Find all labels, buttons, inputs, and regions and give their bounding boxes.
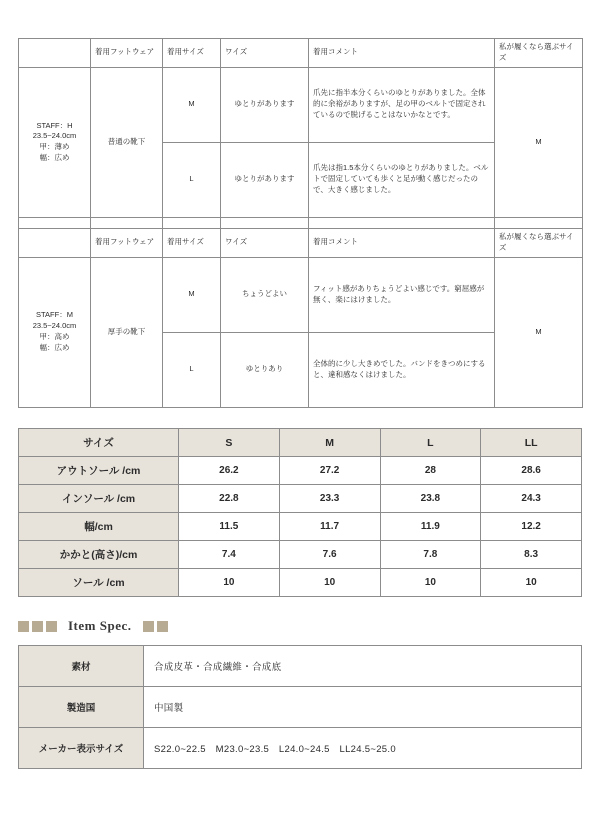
staff-profile-m xyxy=(19,257,91,407)
row-label-insole: インソール /cm xyxy=(19,485,179,513)
cell-value: 10 xyxy=(380,569,481,597)
table-row xyxy=(19,728,582,769)
header-size: 着用サイズ xyxy=(163,39,221,68)
header-choose: 私が履くなら選ぶサイズ xyxy=(495,39,583,68)
cell-value: 23.8 xyxy=(380,485,481,513)
spec-label-material: 素材 xyxy=(19,646,144,687)
staff-haba-label: 幅：広め xyxy=(39,342,70,352)
row-label-width: 幅/cm xyxy=(19,513,179,541)
cell-value: 27.2 xyxy=(279,457,380,485)
cell-value: 23.3 xyxy=(279,485,380,513)
square-ornament-right-icon xyxy=(143,621,168,632)
header-spacer xyxy=(19,39,91,68)
table-row xyxy=(19,257,583,332)
cell-value: 28.6 xyxy=(481,457,582,485)
table-row xyxy=(19,485,582,513)
table-gap-row xyxy=(19,217,583,228)
worn-comment: 爪先は指1.5本分くらいのゆとりがありました。ベルトで固定していても歩くと足が動く感じだったので、大きく感じました。 xyxy=(309,142,495,217)
header-comment: 着用コメント xyxy=(309,39,495,68)
spec-value-country: 中国製 xyxy=(144,687,582,728)
cell-value: 10 xyxy=(481,569,582,597)
table-row xyxy=(19,687,582,728)
worn-comment: 爪先に指半本分くらいのゆとりがありました。全体的に余裕がありますが、足の甲のベルトで固定されているので脱げることはないかなとです。 xyxy=(309,67,495,142)
staff-choose-m: M xyxy=(495,257,583,407)
staff-kou-label: 甲：薄め xyxy=(39,142,70,152)
header-comment: 着用コメント xyxy=(309,228,495,257)
cell-value: 10 xyxy=(179,569,280,597)
cell-value: 7.6 xyxy=(279,541,380,569)
header-footwear: 着用フットウェア xyxy=(91,228,163,257)
staff-name-label: STAFF：M xyxy=(36,310,73,320)
cell-value: 22.8 xyxy=(179,485,280,513)
gap-cell xyxy=(221,217,309,228)
gap-cell xyxy=(163,217,221,228)
staff-choose-h: M xyxy=(495,67,583,217)
worn-wise: ゆとりがあります xyxy=(221,142,309,217)
cell-value: 7.4 xyxy=(179,541,280,569)
staff-footwear-h: 普通の靴下 xyxy=(91,67,163,217)
cell-value: 11.5 xyxy=(179,513,280,541)
table-row xyxy=(19,646,582,687)
size-chart-table xyxy=(18,428,582,597)
staff-haba-label: 幅：広め xyxy=(39,153,70,163)
cell-value: 24.3 xyxy=(481,485,582,513)
table-row xyxy=(19,67,583,142)
row-label-outsole: アウトソール /cm xyxy=(19,457,179,485)
staff-review-table xyxy=(18,38,583,408)
gap-cell xyxy=(495,217,583,228)
spec-label-country: 製造国 xyxy=(19,687,144,728)
item-spec-title: Item Spec. xyxy=(68,618,132,633)
worn-comment: フィット感がありちょうどよい感じです。窮屈感が無く、楽にはけました。 xyxy=(309,257,495,332)
staff-review-section xyxy=(18,38,582,408)
header-wise: ワイズ xyxy=(221,228,309,257)
table-row xyxy=(19,513,582,541)
size-col-ll: LL xyxy=(481,429,582,457)
worn-size: M xyxy=(163,257,221,332)
header-size: 着用サイズ xyxy=(163,228,221,257)
size-col-m: M xyxy=(279,429,380,457)
worn-size: L xyxy=(163,332,221,407)
header-footwear: 着用フットウェア xyxy=(91,39,163,68)
table-header-row xyxy=(19,228,583,257)
size-chart-header-row xyxy=(19,429,582,457)
cell-value: 7.8 xyxy=(380,541,481,569)
gap-cell xyxy=(91,217,163,228)
item-spec-table xyxy=(18,645,582,769)
gap-cell xyxy=(19,217,91,228)
header-spacer xyxy=(19,228,91,257)
staff-name-label: STAFF：H xyxy=(36,120,73,130)
cell-value: 26.2 xyxy=(179,457,280,485)
size-col-l: L xyxy=(380,429,481,457)
worn-size: M xyxy=(163,67,221,142)
cell-value: 10 xyxy=(279,569,380,597)
table-header-row xyxy=(19,39,583,68)
size-chart-section xyxy=(18,428,582,597)
spec-value-maker-size: S22.0~22.5 M23.0~23.5 L24.0~24.5 LL24.5~25.0 xyxy=(144,728,582,769)
spec-label-maker-size: メーカー表示サイズ xyxy=(19,728,144,769)
table-row xyxy=(19,569,582,597)
worn-size: L xyxy=(163,142,221,217)
spec-value-material: 合成皮革・合成繊維・合成底 xyxy=(144,646,582,687)
row-label-heel-height: かかと(高さ)/cm xyxy=(19,541,179,569)
header-choose: 私が履くなら選ぶサイズ xyxy=(495,228,583,257)
size-chart-header-label: サイズ xyxy=(19,429,179,457)
header-wise: ワイズ xyxy=(221,39,309,68)
table-row xyxy=(19,541,582,569)
item-spec-heading xyxy=(18,618,168,634)
table-row xyxy=(19,457,582,485)
item-spec-section xyxy=(18,645,582,769)
staff-size-label: 23.5~24.0cm xyxy=(32,131,77,141)
worn-wise: ゆとりがあります xyxy=(221,67,309,142)
worn-wise: ゆとりあり xyxy=(221,332,309,407)
staff-size-label: 23.5~24.0cm xyxy=(32,321,77,331)
worn-comment: 全体的に少し大きめでした。バンドをきつめにすると、違和感なくはけました。 xyxy=(309,332,495,407)
cell-value: 8.3 xyxy=(481,541,582,569)
staff-kou-label: 甲：高め xyxy=(39,332,70,341)
cell-value: 11.9 xyxy=(380,513,481,541)
staff-footwear-m: 厚手の靴下 xyxy=(91,257,163,407)
gap-cell xyxy=(309,217,495,228)
cell-value: 11.7 xyxy=(279,513,380,541)
square-ornament-left-icon xyxy=(18,621,57,632)
cell-value: 28 xyxy=(380,457,481,485)
cell-value: 12.2 xyxy=(481,513,582,541)
row-label-sole: ソール /cm xyxy=(19,569,179,597)
worn-wise: ちょうどよい xyxy=(221,257,309,332)
size-col-s: S xyxy=(179,429,280,457)
staff-profile-h xyxy=(19,67,91,217)
